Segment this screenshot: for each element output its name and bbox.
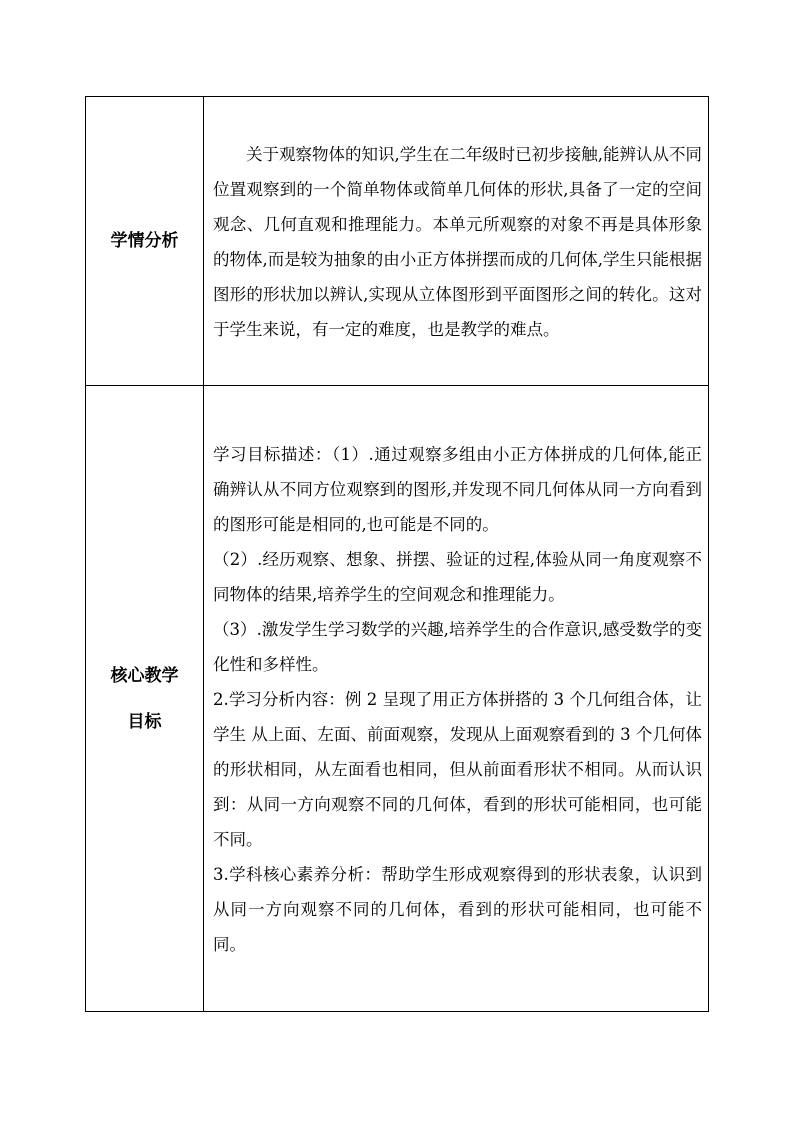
row-label-student-analysis [86,97,204,386]
paragraph: （2）.经历观察、想象、拼摆、验证的过程,体验从同一角度观察不同物体的结果,培养学生的空间观念和推理能力。 [213,550,702,604]
lesson-plan-table [85,96,709,1012]
row-label-text: 学情分析 [110,230,179,251]
paragraph: 2.学习分析内容：例 2 呈现了用正方体拼搭的 3 个几何组合体，让学生 从上面、左面、前面观察，发现从上面观察看到的 3 个几何体的形状相同，从左面看也相同，但从前面看形状不相同。从而认识到：从同一方向观察不同的几何体，看到的形状可能相同，也可能不同。 [213,690,702,849]
row-content-student-analysis [204,97,709,386]
paragraph: 关于观察物体的知识,学生在二年级时已初步接触,能辨认从不同位置观察到的一个简单物体或简单几何体的形状,具备了一定的空间观念、几何直观和推理能力。本单元所观察的对象不再是具体形象的物体,而是较为抽象的由小正方体拼摆而成的几何体,学生只能根据图形的形状加以辨认,实现从立体图形到平面图形之间的转化。这对于学生来说，有一定的难度，也是教学的难点。 [213,145,702,339]
row-content-core-objectives [204,386,709,1012]
paragraph: （3）.激发学生学习数学的兴趣,培养学生的合作意识,感受数学的变化性和多样性。 [213,620,702,674]
paragraph: 3.学科核心素养分析：帮助学生形成观察得到的形状表象，认识到从同一方向观察不同的几何体，看到的形状可能相同，也可能不同。 [213,865,702,954]
row-label-core-objectives [86,386,204,1012]
row-label-line: 核心教学 [110,665,179,686]
table-row-student-analysis [86,97,709,386]
paragraph: 学习目标描述：（1）.通过观察多组由小正方体拼成的几何体,能正确辨认从不同方位观察到的图形,并发现不同几何体从同一方向看到的图形可能是相同的,也可能是不同的。 [213,445,702,534]
row-label-line: 目标 [127,711,162,732]
table-row-core-objectives [86,386,709,1012]
